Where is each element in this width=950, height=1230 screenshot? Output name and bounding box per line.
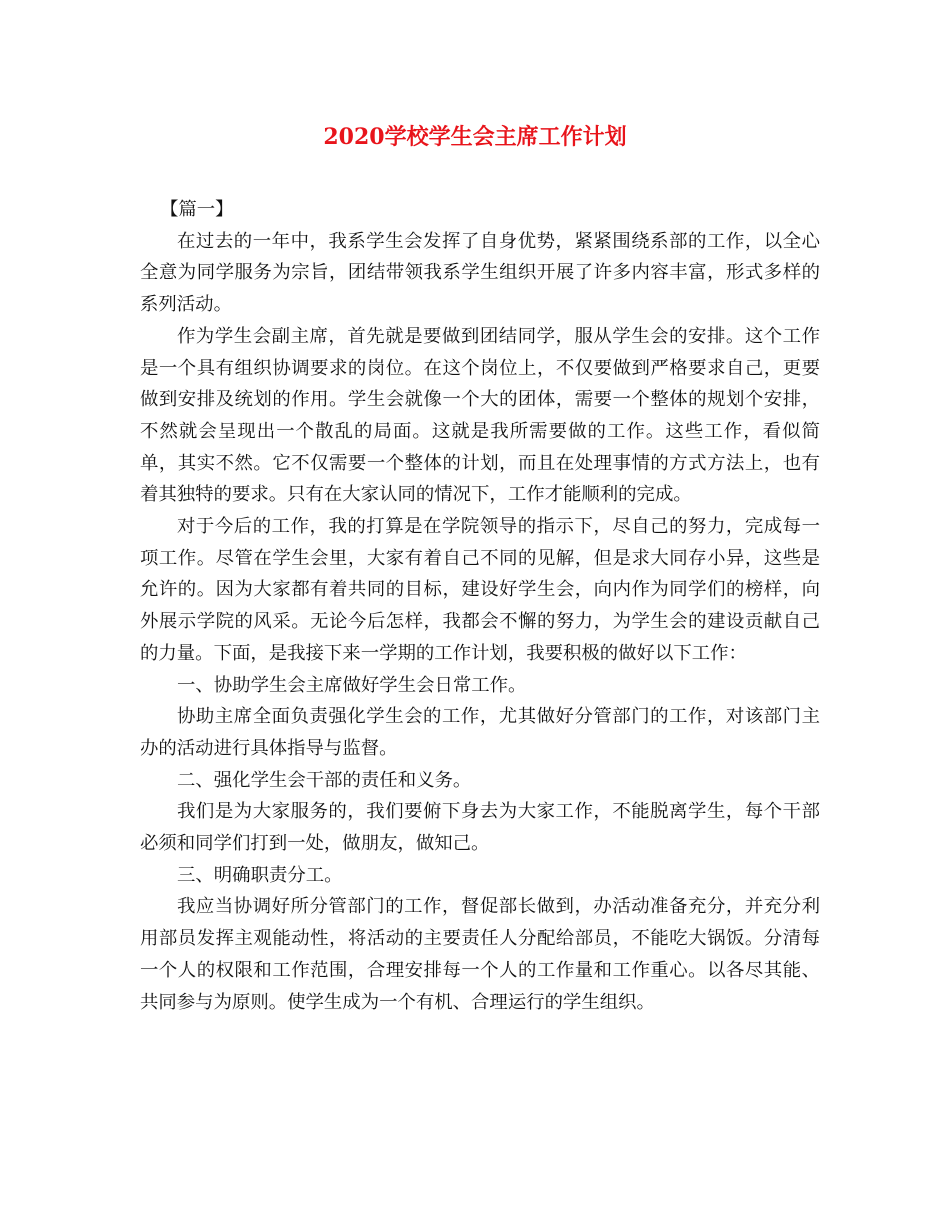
paragraph-item-3: 我应当协调好所分管部门的工作，督促部长做到，办活动准备充分，并充分利用部员发挥主观能动性，将活动的主要责任人分配给部员，不能吃大锅饭。分清每一个人的权限和工作范围，合理安排每一个人的工作量和工作重心。以各尽其能、共同参与为原则。使学生成为一个有机、合理运行的学生组织。	[140, 896, 820, 1013]
heading-item-1: 一、协助学生会主席做好学生会日常工作。	[177, 674, 527, 696]
paragraph-role: 作为学生会副主席，首先就是要做到团结同学，服从学生会的安排。这个工作是一个具有组织协调要求的岗位。在这个岗位上，不仅要做到严格要求自己，更要做到安排及统划的作用。学生会就像一个大的团体，需要一个整体的规划个安排，不然就会呈现出一个散乱的局面。这就是我所需要做的工作。这些工作，看似简单，其实不然。它不仅需要一个整体的计划，而且在处理事情的方式方法上，也有着其独特的要求。只有在大家认同的情况下，工作才能顺利的完成。	[140, 325, 820, 506]
paragraph-item-1: 协助主席全面负责强化学生会的工作，尤其做好分管部门的工作，对该部门主办的活动进行具体指导与监督。	[140, 706, 820, 759]
paragraph-intro: 在过去的一年中，我系学生会发挥了自身优势，紧紧围绕系部的工作，以全心全意为同学服务为宗旨，团结带领我系学生组织开展了许多内容丰富，形式多样的系列活动。	[140, 230, 820, 316]
heading-item-2: 二、强化学生会干部的责任和义务。	[177, 769, 472, 791]
heading-item-3: 三、明确职责分工。	[177, 864, 343, 886]
paragraph-plan: 对于今后的工作，我的打算是在学院领导的指示下，尽自己的努力，完成每一项工作。尽管在学生会里，大家有着自己不同的见解，但是求大同存小异，这些是允许的。因为大家都有着共同的目标，建设好学生会，向内作为同学们的榜样，向外展示学院的风采。无论今后怎样，我都会不懈的努力，为学生会的建设贡献自己的力量。下面，是我接下来一学期的工作计划，我要积极的做好以下工作：	[140, 516, 820, 664]
paragraph-item-2: 我们是为大家服务的，我们要俯下身去为大家工作，不能脱离学生，每个干部必须和同学们打到一处，做朋友，做知己。	[140, 801, 820, 855]
document-title: 2020学校学生会主席工作计划	[323, 124, 627, 150]
document-body	[140, 194, 820, 1018]
section-tag: 【篇一】	[160, 199, 234, 220]
